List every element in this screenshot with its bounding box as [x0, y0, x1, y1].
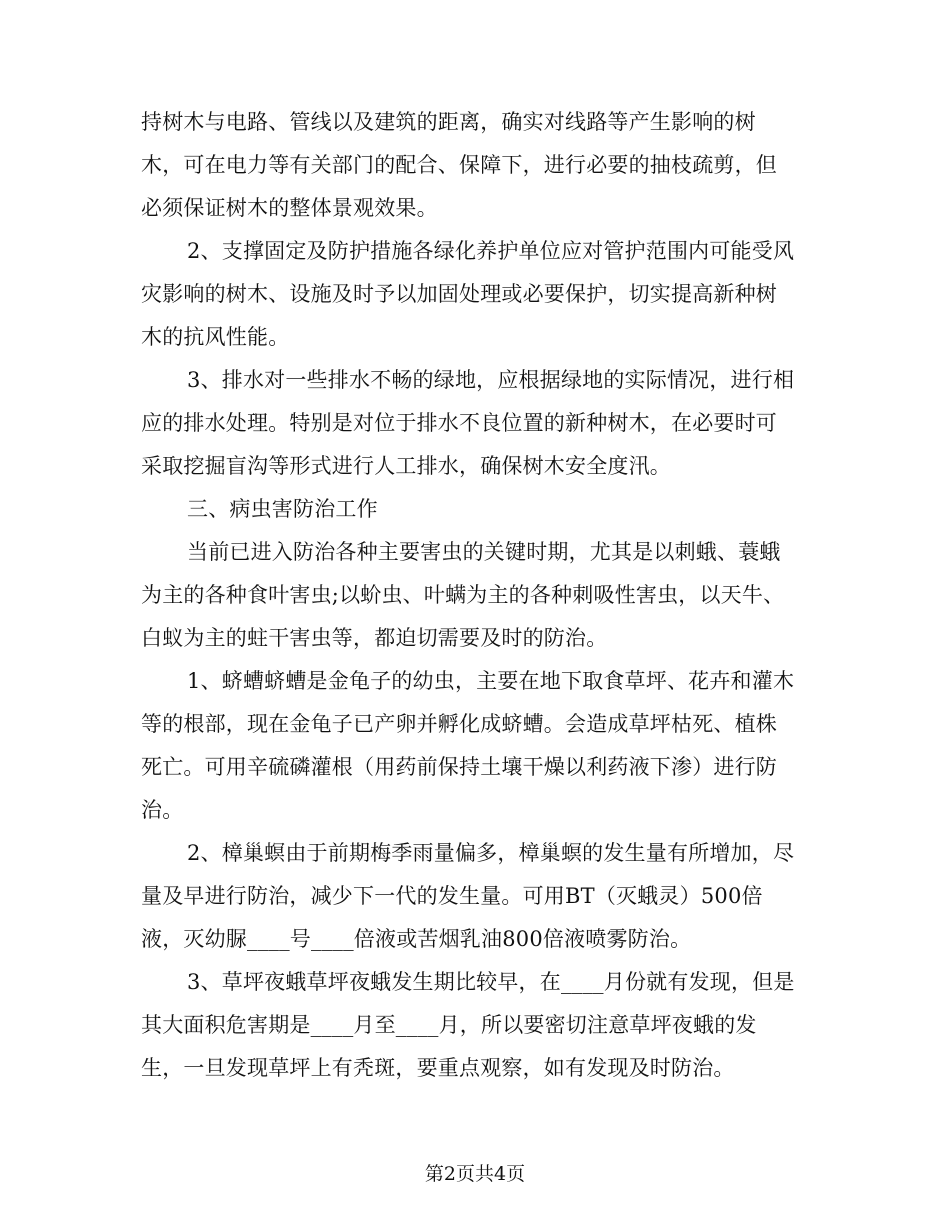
text-line: 为主的各种食叶害虫;以蚧虫、叶螨为主的各种刺吸性害虫，以天牛、	[141, 583, 785, 607]
text-line: 应的排水处理。特别是对位于排水不良位置的新种树木，在必要时可	[141, 411, 777, 435]
text-line: 当前已进入防治各种主要害虫的关键时期，尤其是以刺蛾、蓑蛾	[187, 540, 781, 564]
text-line: 液，灭幼脲____号____倍液或苦烟乳油800倍液喷雾防治。	[141, 927, 692, 951]
text-line: 3、排水对一些排水不畅的绿地，应根据绿地的实际情况，进行相	[187, 368, 795, 392]
text-line: 3、草坪夜蛾草坪夜蛾发生期比较早，在____月份就有发现，但是	[187, 970, 795, 994]
section-heading: 三、病虫害防治工作	[187, 497, 378, 521]
text-line: 治。	[141, 798, 184, 822]
text-line: 必须保证树木的整体景观效果。	[141, 196, 438, 220]
text-line: 灾影响的树木、设施及时予以加固处理或必要保护，切实提高新种树	[141, 282, 777, 306]
text-line: 2、支撑固定及防护措施各绿化养护单位应对管护范围内可能受风	[187, 239, 795, 263]
text-line: 采取挖掘盲沟等形式进行人工排水，确保树木安全度汛。	[141, 454, 671, 478]
text-line: 持树木与电路、管线以及建筑的距离，确实对线路等产生影响的树	[141, 110, 756, 134]
text-line: 白蚁为主的蛀干害虫等，都迫切需要及时的防治。	[141, 626, 608, 650]
text-line: 木的抗风性能。	[141, 325, 290, 349]
page-number-footer: 第2页共4页	[424, 1163, 526, 1185]
text-line: 1、蛴螬蛴螬是金龟子的幼虫，主要在地下取食草坪、花卉和灌木	[187, 669, 795, 693]
text-line: 木，可在电力等有关部门的配合、保障下，进行必要的抽枝疏剪，但	[141, 153, 777, 177]
text-line: 量及早进行防治，减少下一代的发生量。可用BT（灭蛾灵）500倍	[141, 884, 763, 908]
text-line: 死亡。可用辛硫磷灌根（用药前保持土壤干燥以利药液下渗）进行防	[141, 755, 777, 779]
text-line: 2、樟巢螟由于前期梅季雨量偏多，樟巢螟的发生量有所增加，尽	[187, 841, 795, 865]
text-line: 其大面积危害期是____月至____月，所以要密切注意草坪夜蛾的发	[141, 1013, 757, 1037]
text-line: 生，一旦发现草坪上有秃斑，要重点观察，如有发现及时防治。	[141, 1056, 735, 1080]
text-line: 等的根部，现在金龟子已产卵并孵化成蛴螬。会造成草坪枯死、植株	[141, 712, 777, 736]
